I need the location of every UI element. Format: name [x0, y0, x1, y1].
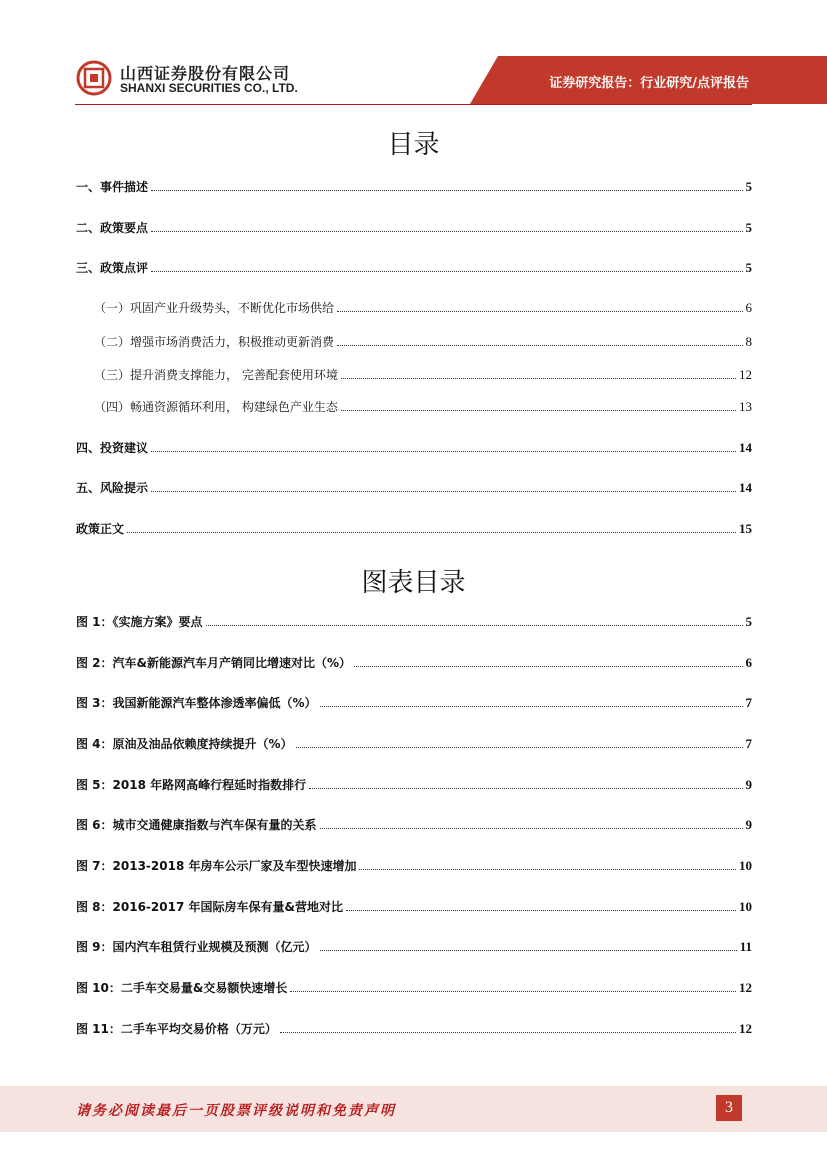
company-name-cn: 山西证券股份有限公司	[120, 64, 291, 83]
figure-entry-page: 6	[745, 655, 752, 670]
dot-leader	[337, 310, 742, 312]
figure-entry-label: 图 6：城市交通健康指数与汽车保有量的关系	[76, 818, 317, 832]
dot-leader	[346, 909, 736, 911]
toc-entry-label: 四、投资建议	[76, 441, 149, 455]
figure-entry[interactable]	[76, 694, 752, 710]
figure-entry[interactable]	[76, 857, 752, 873]
toc-entry-page: 13	[739, 399, 752, 414]
company-name-en: SHANXI SECURITIES CO., LTD.	[120, 81, 298, 95]
header-divider	[75, 104, 752, 105]
toc-entry-label: 一、事件描述	[76, 180, 149, 194]
dot-leader	[359, 868, 736, 870]
figure-entry[interactable]	[76, 735, 752, 751]
figure-entry-page: 5	[745, 614, 752, 629]
toc-entry-page: 6	[745, 300, 752, 315]
disclaimer-note: 请务必阅读最后一页股票评级说明和免责声明	[76, 1103, 396, 1119]
report-header	[0, 0, 827, 112]
company-logo-icon	[76, 60, 112, 96]
figure-entry[interactable]	[76, 816, 752, 832]
figure-entry-page: 10	[739, 899, 752, 914]
figure-entry[interactable]	[76, 979, 752, 995]
figure-list-title: 图表目录	[361, 568, 466, 598]
figure-entry[interactable]	[76, 613, 752, 629]
toc-entry[interactable]	[76, 520, 752, 536]
figure-entry-page: 12	[739, 980, 752, 995]
figure-entry-label: 图 5：2018 年路网高峰行程延时指数排行	[76, 778, 307, 792]
toc-entry-page: 8	[745, 334, 752, 349]
dot-leader	[151, 270, 742, 272]
toc-entry-page: 14	[739, 440, 752, 455]
toc-entry[interactable]	[76, 219, 752, 235]
toc-subentry[interactable]	[94, 366, 752, 382]
dot-leader	[206, 624, 743, 626]
toc-entry-label: （三）提升消费支撑能力， 完善配套使用环境	[94, 368, 338, 382]
toc-entry-page: 5	[745, 179, 752, 194]
figure-entry[interactable]	[76, 654, 752, 670]
dot-leader	[341, 409, 736, 411]
toc-entry-label: 二、政策要点	[76, 221, 149, 235]
toc-entry[interactable]	[76, 178, 752, 194]
toc-entry[interactable]	[76, 259, 752, 275]
header-banner	[0, 0, 827, 112]
figure-entry-page: 12	[739, 1021, 752, 1036]
figure-entry-label: 图 3：我国新能源汽车整体渗透率偏低（%）	[76, 696, 317, 710]
dot-leader	[341, 377, 736, 379]
toc-subentry[interactable]	[94, 398, 752, 414]
toc-entry-page: 15	[739, 521, 752, 536]
dot-leader	[296, 746, 743, 748]
toc-entry[interactable]	[76, 479, 752, 495]
toc-entry-label: 政策正文	[76, 522, 125, 536]
figure-entry-page: 9	[745, 817, 752, 832]
toc-subentry[interactable]	[94, 333, 752, 349]
dot-leader	[320, 705, 743, 707]
dot-leader	[309, 787, 742, 789]
dot-leader	[151, 189, 742, 191]
page-number: 3	[716, 1095, 742, 1121]
figure-entry-page: 11	[739, 939, 752, 954]
dot-leader	[151, 230, 742, 232]
toc-entry-label: （二）增强市场消费活力，积极推动更新消费	[94, 335, 335, 349]
dot-leader	[320, 827, 743, 829]
toc-subentry[interactable]	[94, 299, 752, 315]
figure-entry-label: 图 4：原油及油品依赖度持续提升（%）	[76, 737, 293, 751]
toc-title: 目录	[387, 130, 440, 160]
figure-entry[interactable]	[76, 938, 752, 954]
figure-entry-label: 图 11：二手车平均交易价格（万元）	[76, 1022, 277, 1036]
figure-entry-label: 图 10：二手车交易量&交易额快速增长	[76, 981, 288, 995]
figure-entry-page: 7	[745, 736, 752, 751]
dot-leader	[337, 344, 742, 346]
toc-entry-label: （一）巩固产业升级势头，不断优化市场供给	[94, 301, 335, 315]
figure-entry-label: 图 1：《实施方案》要点	[76, 615, 203, 629]
dot-leader	[151, 450, 736, 452]
figure-entry[interactable]	[76, 776, 752, 792]
dot-leader	[127, 531, 736, 533]
page-footer	[0, 1086, 827, 1132]
figure-entry-label: 图 8：2016-2017 年国际房车保有量&营地对比	[76, 900, 343, 914]
toc-entry-page: 5	[745, 260, 752, 275]
figure-entry-page: 10	[739, 858, 752, 873]
figure-entry-page: 7	[745, 695, 752, 710]
report-type-label: 证券研究报告：行业研究/点评报告	[549, 76, 749, 91]
figure-entry-label: 图 2：汽车&新能源汽车月产销同比增速对比（%）	[76, 656, 352, 670]
toc-entry-label: 三、政策点评	[76, 261, 149, 275]
figure-entry[interactable]	[76, 1020, 752, 1036]
toc-entry-label: 五、风险提示	[76, 481, 149, 495]
toc-entry-page: 14	[739, 480, 752, 495]
dot-leader	[354, 665, 742, 667]
toc-entry-page: 5	[745, 220, 752, 235]
figure-entry-label: 图 9：国内汽车租赁行业规模及预测（亿元）	[76, 940, 317, 954]
dot-leader	[320, 949, 737, 951]
toc-entry-label: （四）畅通资源循环利用， 构建绿色产业生态	[94, 400, 338, 414]
figure-entry[interactable]	[76, 898, 752, 914]
dot-leader	[151, 490, 736, 492]
dot-leader	[290, 990, 736, 992]
toc-entry[interactable]	[76, 439, 752, 455]
figure-entry-label: 图 7：2013-2018 年房车公示厂家及车型快速增加	[76, 859, 357, 873]
dot-leader	[280, 1031, 736, 1033]
figure-entry-page: 9	[745, 777, 752, 792]
toc-entry-page: 12	[739, 367, 752, 382]
